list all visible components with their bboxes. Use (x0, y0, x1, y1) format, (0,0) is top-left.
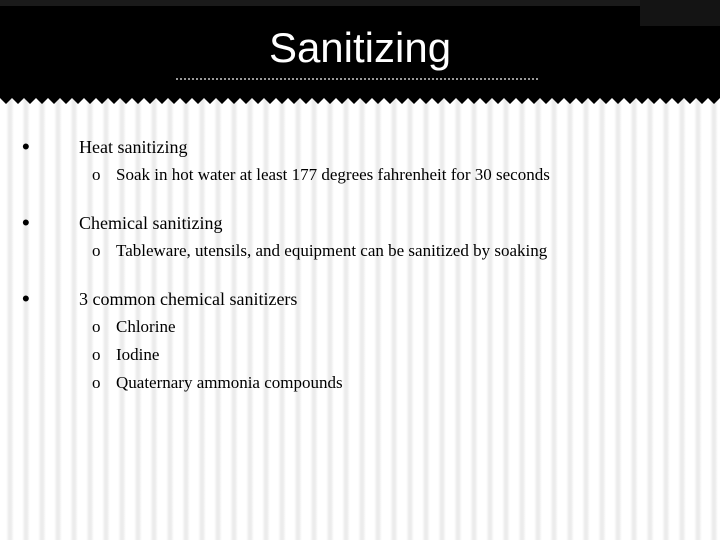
bullet-heat-sanitizing: Heat sanitizing (79, 137, 188, 157)
sub-bullet-soak-hot-water: Soak in hot water at least 177 degrees fahrenheit for 30 seconds (116, 165, 550, 184)
sub-bullet-marker: o (92, 241, 101, 260)
sub-bullet-marker: o (92, 345, 101, 364)
sub-bullet-quaternary-ammonia: Quaternary ammonia compounds (116, 373, 343, 392)
sub-bullet-marker: o (92, 165, 101, 184)
sub-bullet-marker: o (92, 373, 101, 392)
bullet-icon: • (22, 210, 30, 235)
bullet-chemical-sanitizing: Chemical sanitizing (79, 213, 223, 233)
bullet-common-sanitizers: 3 common chemical sanitizers (79, 289, 298, 309)
sub-bullet-marker: o (92, 317, 101, 336)
sub-bullet-chlorine: Chlorine (116, 317, 176, 336)
sub-bullet-iodine: Iodine (116, 345, 160, 364)
bullet-icon: • (22, 134, 30, 159)
sub-bullet-tableware: Tableware, utensils, and equipment can be sanitized by soaking (116, 241, 548, 260)
bullet-icon: • (22, 286, 30, 311)
slide-title: Sanitizing (268, 24, 452, 71)
